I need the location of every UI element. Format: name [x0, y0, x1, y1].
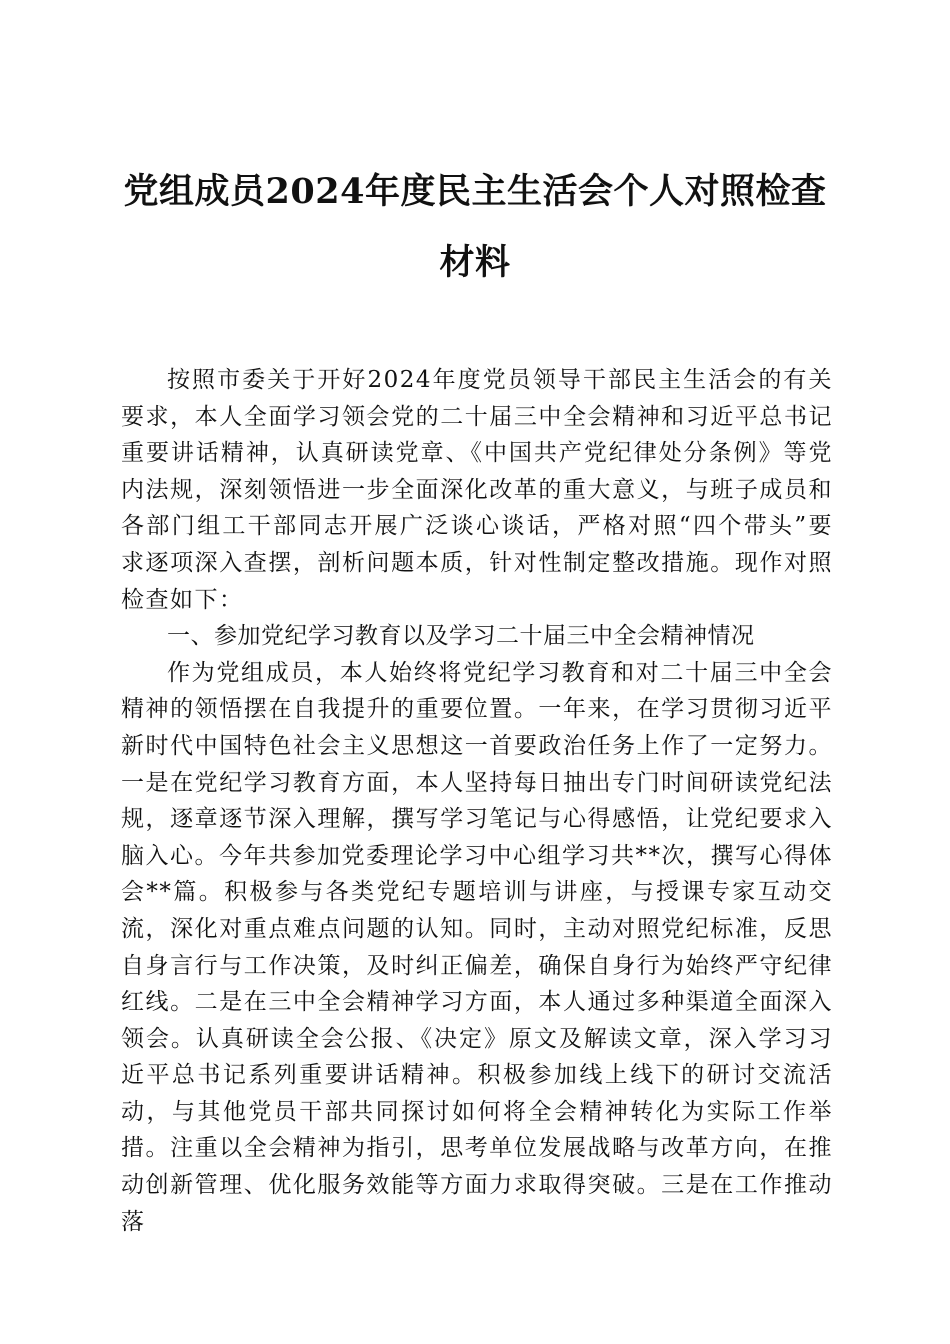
intro-paragraph: 按照市委关于开好2024年度党员领导干部民主生活会的有关要求，本人全面学习领会党的二十届三中全会精神和习近平总书记重要讲话精神，认真研读党章、《中国共产党纪律处分条例》等党内法规，深刻领悟进一步全面深化改革的重大意义，与班子成员和各部门组工干部同志开展广泛谈心谈话，严格对照“四个带头”要求逐项深入查摆，剖析问题本质，针对性制定整改措施。现作对照检查如下： — [121, 367, 833, 613]
document-title-line-2: 材料 — [439, 242, 511, 283]
document-title-line-1: 党组成员2024年度民主生活会个人对照检查 — [123, 171, 827, 212]
document-body — [121, 362, 833, 1240]
section-1-heading: 一、参加党纪学习教育以及学习二十届三中全会精神情况 — [167, 623, 755, 650]
section-1-paragraph: 作为党组成员，本人始终将党纪学习教育和对二十届三中全会精神的领悟摆在自我提升的重要位置。一年来，在学习贯彻习近平新时代中国特色社会主义思想这一首要政治任务上作了一定努力。一是在党纪学习教育方面，本人坚持每日抽出专门时间研读党纪法规，逐章逐节深入理解，撰写学习笔记与心得感悟，让党纪要求入脑入心。今年共参加党委理论学习中心组学习共**次，撰写心得体会**篇。积极参与各类党纪专题培训与讲座，与授课专家互动交流，深化对重点难点问题的认知。同时，主动对照党纪标准，反思自身言行与工作决策，及时纠正偏差，确保自身行为始终严守纪律红线。二是在三中全会精神学习方面，本人通过多种渠道全面深入领会。认真研读全会公报、《决定》原文及解读文章，深入学习习近平总书记系列重要讲话精神。积极参加线上线下的研讨交流活动，与其他党员干部共同探讨如何将全会精神转化为实际工作举措。注重以全会精神为指引，思考单位发展战略与改革方向，在推动创新管理、优化服务效能等方面力求取得突破。三是在工作推动落 — [121, 659, 833, 1235]
